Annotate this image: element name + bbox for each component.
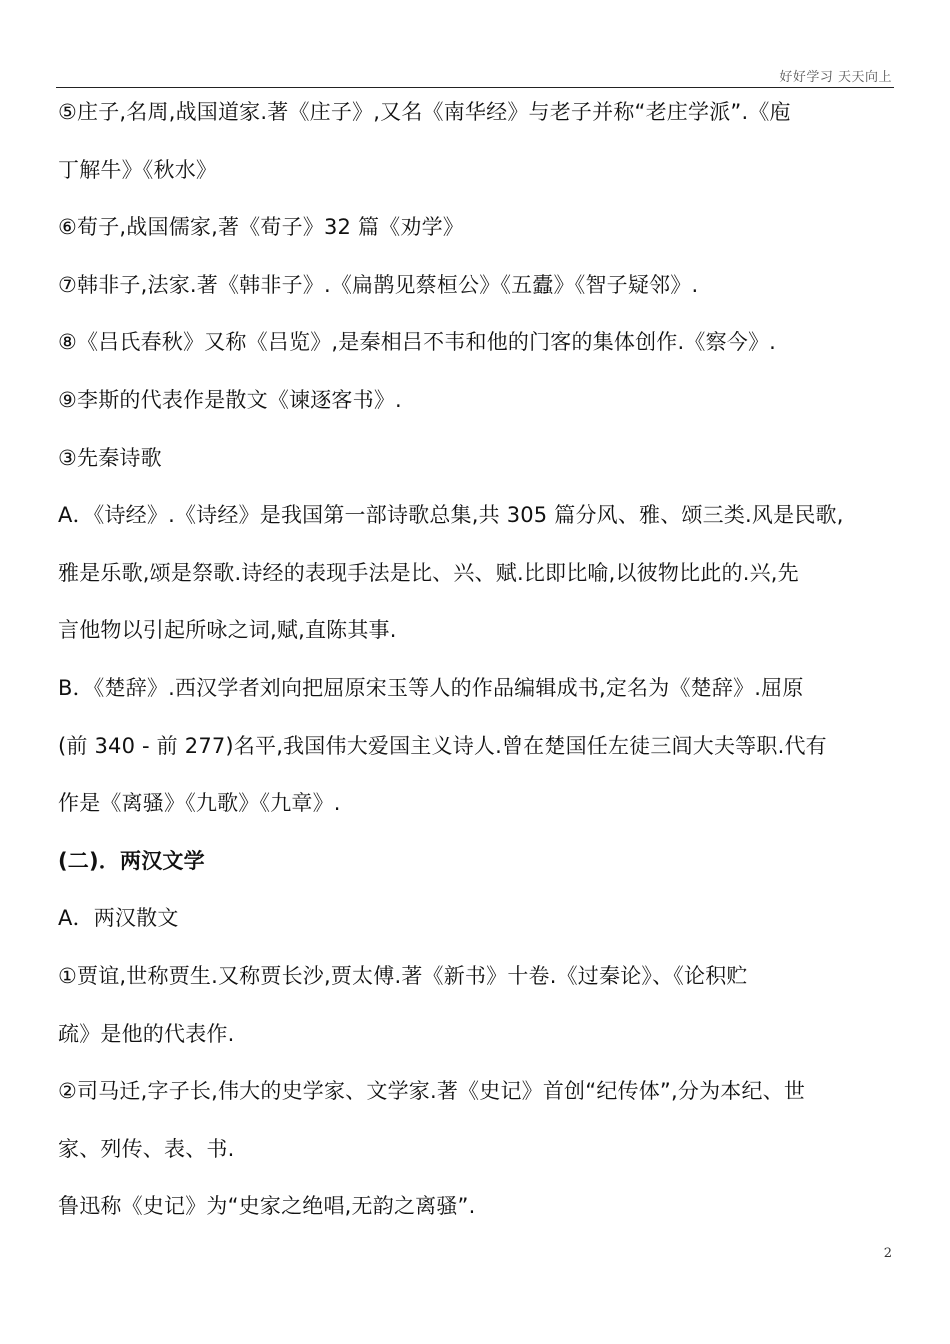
text-line: 家、列传、表、书. bbox=[58, 1136, 235, 1161]
page-number: 2 bbox=[883, 1246, 892, 1261]
section-heading-pre-qin-poetry: ③先秦诗歌 bbox=[58, 445, 162, 470]
text-line: ⑦韩非子,法家.著《韩非子》.《扁鹊见蔡桓公》《五蠹》《智子疑邻》. bbox=[58, 272, 699, 297]
text-line: 疏》是他的代表作. bbox=[58, 1021, 235, 1046]
text-line: 丁解牛》《秋水》 bbox=[58, 157, 218, 182]
text-line: ①贾谊,世称贾生.又称贾长沙,贾太傅.著《新书》十卷.《过秦论》、《论积贮 bbox=[58, 963, 748, 988]
text-line: B．《楚辞》.西汉学者刘向把屈原宋玉等人的作品编辑成书,定名为《楚辞》.屈原 bbox=[58, 675, 804, 700]
text-line: (前 340 - 前 277)名平,我国伟大爱国主义诗人.曾在楚国任左徒三闾大夫等职.代有 bbox=[58, 733, 827, 758]
text-line: ②司马迁,字子长,伟大的史学家、文学家.著《史记》首创“纪传体”,分为本纪、世 bbox=[58, 1079, 806, 1104]
text-line: 雅是乐歌,颂是祭歌.诗经的表现手法是比、兴、赋.比即比喻,以彼物比此的.兴,先 bbox=[58, 560, 799, 585]
section-heading-han-literature: (二)．两汉文学 bbox=[58, 848, 205, 873]
text-line: ⑨李斯的代表作是散文《谏逐客书》. bbox=[58, 387, 402, 412]
header-rule bbox=[56, 87, 894, 88]
document-body bbox=[58, 94, 894, 1246]
page-header: 好好学习 天天向上 bbox=[779, 70, 892, 85]
text-line: A．《诗经》.《诗经》是我国第一部诗歌总集,共 305 篇分风、雅、颂三类.风是民歌, bbox=[58, 503, 844, 528]
text-line: ⑧《吕氏春秋》又称《吕览》,是秦相吕不韦和他的门客的集体创作.《察今》. bbox=[58, 330, 777, 355]
text-line: 作是《离骚》《九歌》《九章》. bbox=[58, 791, 341, 816]
text-line: 言他物以引起所咏之词,赋,直陈其事. bbox=[58, 618, 397, 643]
text-line: 鲁迅称《史记》为“史家之绝唱,无韵之离骚”. bbox=[58, 1194, 476, 1219]
text-line: ⑥荀子,战国儒家,著《荀子》32 篇《劝学》 bbox=[58, 215, 464, 240]
text-line: ⑤庄子,名周,战国道家.著《庄子》,又名《南华经》与老子并称“老庄学派”.《庖 bbox=[58, 100, 791, 124]
subsection-heading-han-prose: A．两汉散文 bbox=[58, 906, 179, 931]
